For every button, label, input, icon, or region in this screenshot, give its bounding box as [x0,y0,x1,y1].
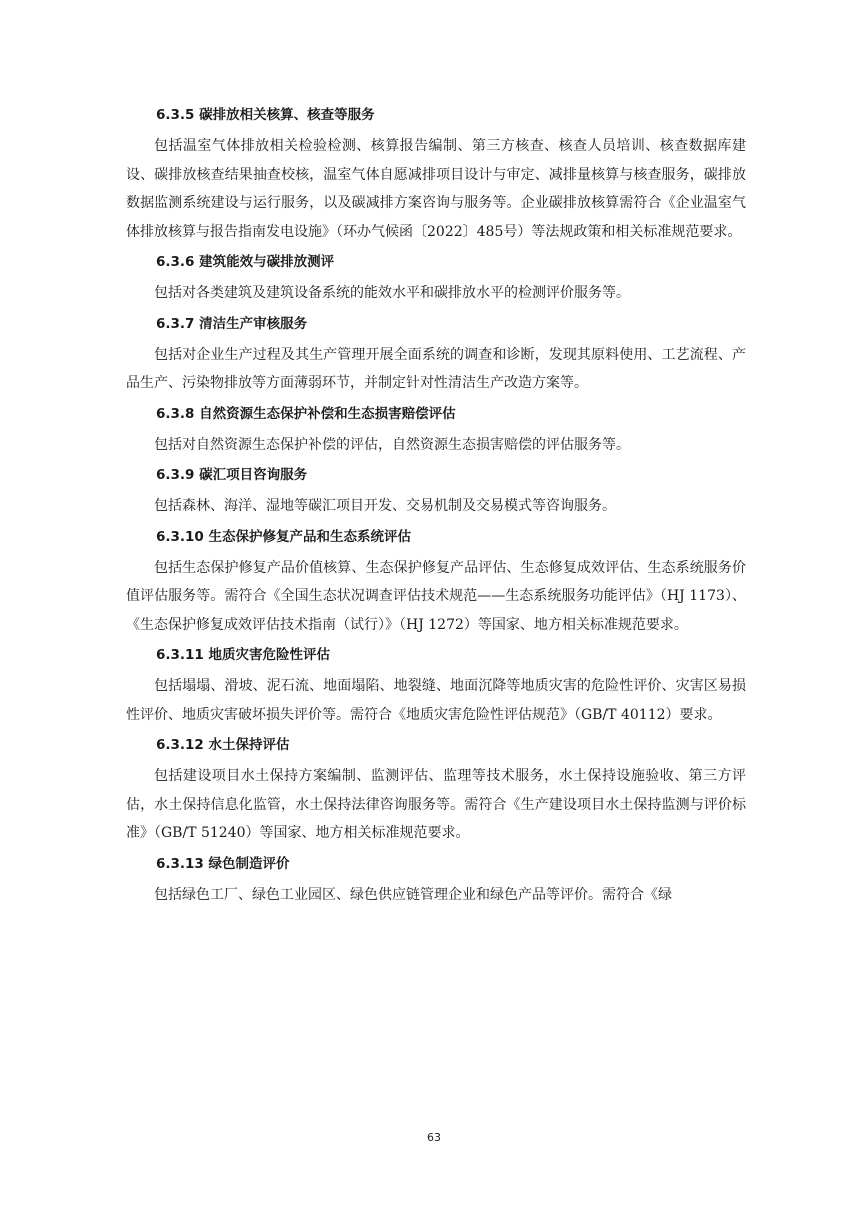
section-paragraph: 包括建设项目水土保持方案编制、监测评估、监理等技术服务，水土保持设施验收、第三方评估，水土保持信息化监管，水土保持法律咨询服务等。需符合《生产建设项目水土保持监测与评价标准》（GB/T 51240）等国家、地方相关标准规范要求。 [126,768,746,841]
section-paragraph: 包括森林、海洋、湿地等碳汇项目开发、交易机制及交易模式等咨询服务。 [154,498,616,514]
section-paragraph: 包括对各类建筑及建筑设备系统的能效水平和碳排放水平的检测评价服务等。 [154,285,630,301]
section-6-3-7 [126,313,746,398]
section-6-3-6 [126,251,746,308]
section-heading: 6.3.11 地质灾害危险性评估 [156,647,331,663]
section-heading: 6.3.13 绿色制造评价 [156,855,290,872]
section-paragraph: 包括绿色工厂、绿色工业园区、绿色供应链管理企业和绿色产品等评价。需符合《绿 [154,886,672,903]
section-paragraph: 包括对企业生产过程及其生产管理开展全面系统的调查和诊断，发现其原料使用、工艺流程、产品生产、污染物排放等方面薄弱环节，并制定针对性清洁生产改造方案等。 [126,346,746,391]
section-paragraph: 包括塌塌、滑坡、泥石流、地面塌陷、地裂缝、地面沉降等地质灾害的危险性评价、灾害区易损性评价、地质灾害破坏损失评价等。需符合《地质灾害危险性评估规范》（GB/T 40112）要求。 [126,678,746,723]
section-heading: 6.3.8 自然资源生态保护补偿和生态损害赔偿评估 [156,405,456,422]
section-paragraph: 包括生态保护修复产品价值核算、生态保护修复产品评估、生态修复成效评估、生态系统服务价值评估服务等。需符合《全国生态状况调查评估技术规范——生态系统服务功能评估》（HJ 1173）、《生态保护修复成效评估技术指南（试行）》（HJ 1272）等国家、地方相关标准规范要求。 [126,559,746,633]
section-6-3-13 [126,853,746,910]
section-heading: 6.3.10 生态保护修复产品和生态系统评估 [156,528,412,545]
section-6-3-11 [126,644,746,729]
section-paragraph: 包括对自然资源生态保护补偿的评估，自然资源生态损害赔偿的评估服务等。 [154,436,630,453]
section-heading: 6.3.5 碳排放相关核算、核查等服务 [156,107,375,123]
section-6-3-9 [126,464,746,521]
section-6-3-10 [126,526,746,640]
section-heading: 6.3.7 清洁生产审核服务 [156,315,308,332]
section-heading: 6.3.12 水土保持评估 [156,737,290,753]
section-paragraph: 包括温室气体排放相关检验检测、核算报告编制、第三方核查、核查人员培训、核查数据库建设、碳排放核查结果抽查校核，温室气体自愿减排项目设计与审定、减排量核算与核查服务，碳排放数据监测系统建设与运行服务，以及碳减排方案咨询与服务等。企业碳排放核算需符合《企业温室气体排放核算与报告指南发电设施》（环办气候函〔2022〕485号）等法规政策和相关标准规范要求。 [126,138,746,240]
page-content [126,104,746,914]
section-heading: 6.3.6 建筑能效与碳排放测评 [156,254,335,270]
section-6-3-5 [126,104,746,246]
section-6-3-8 [126,403,746,460]
section-heading: 6.3.9 碳汇项目咨询服务 [156,467,308,483]
section-6-3-12 [126,734,746,848]
page-number: 63 [427,1131,441,1144]
